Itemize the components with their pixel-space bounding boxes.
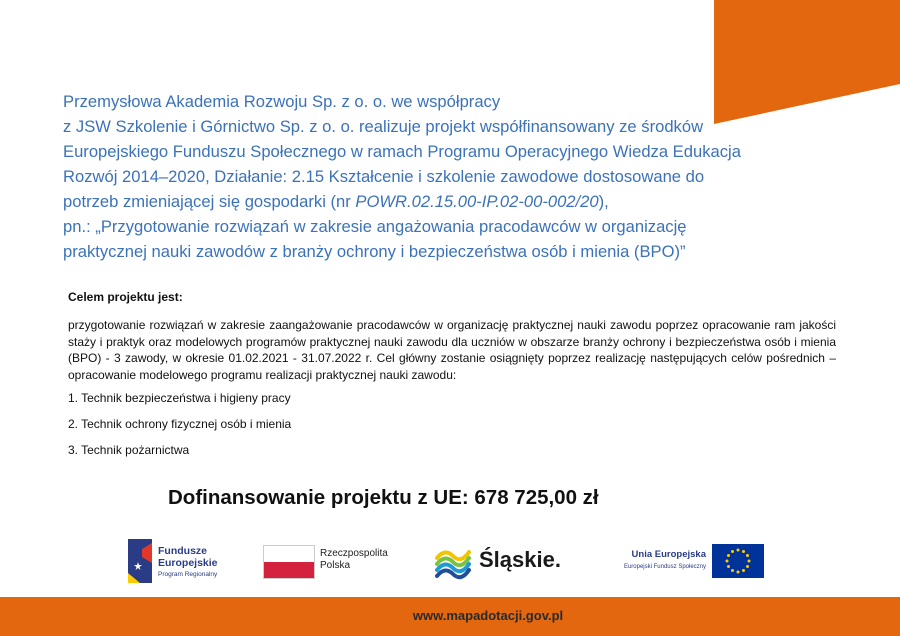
logo-strip xyxy=(123,534,780,592)
goal-description: przygotowanie rozwiązań w zakresie zaangażowanie pracodawców w organizację praktycznej nauki zawodu poprzez opracowanie ram jakości staży i praktyk oraz modelowych programów praktycznej nauki zawodu dla uczniów w obszarze branży ochrony i bezpieczeństwa osób i mienia (BPO) - 3 zawody, w okresie 01.02.2021 - 31.07.2022 r. Cel główny zostanie osiągnięty poprzez realizację następujących celów pośrednich – opracowanie modelowego programu realizacji praktycznej nauki zawodu: xyxy=(68,318,836,382)
heading-line-1: Przemysłowa Akademia Rozwoju Sp. z o. o. we współpracy xyxy=(63,92,501,111)
fe-line-2: Europejskie xyxy=(158,557,218,569)
heading-line-7: praktycznej nauki zawodów z branży ochrony i bezpieczeństwa osób i mienia (BPO)” xyxy=(63,242,686,261)
rp-line-2: Polska xyxy=(320,560,351,571)
eu-flag-icon xyxy=(712,544,764,578)
heading-line-5-suffix: ), xyxy=(598,192,609,211)
polish-flag-icon xyxy=(263,545,315,579)
fe-star-icon xyxy=(128,539,152,583)
slaskie-text: Śląskie. xyxy=(479,547,561,572)
footer-url[interactable]: www.mapadotacji.gov.pl xyxy=(412,608,564,623)
list-item: 1. Technik bezpieczeństwa i higieny pracy xyxy=(68,391,291,405)
ue-line-2: Europejski Fundusz Społeczny xyxy=(623,564,706,570)
heading-line-4: Rozwój 2014–2020, Działanie: 2.15 Kształcenie i szkolenie zawodowe dostosowane do xyxy=(63,167,705,186)
goal-label: Celem projektu jest: xyxy=(68,290,183,304)
heading-line-5-prefix: potrzeb zmieniającej się gospodarki (nr xyxy=(63,192,356,211)
fe-line-3: Program Regionalny xyxy=(158,571,218,578)
profession-list xyxy=(68,391,291,469)
funding-amount: Dofinansowanie projektu z UE: 678 725,00 zł xyxy=(168,486,599,509)
project-heading xyxy=(63,89,823,264)
list-item: 2. Technik ochrony fizycznej osób i mienia xyxy=(68,417,292,431)
unia-europejska-text xyxy=(599,549,706,573)
heading-line-2: z JSW Szkolenie i Górnictwo Sp. z o. o. realizuje projekt współfinansowany ze środków xyxy=(63,117,704,136)
project-code: POWR.02.15.00-IP.02-00-002/20 xyxy=(355,192,599,211)
footer-bar xyxy=(0,597,900,636)
rp-line-1: Rzeczpospolita xyxy=(320,548,388,559)
heading-line-6: pn.: „Przygotowanie rozwiązań w zakresie angażowania pracodawców w organizację xyxy=(63,217,687,236)
ue-line-1: Unia Europejska xyxy=(631,549,706,560)
fe-text xyxy=(158,545,218,581)
rzeczpospolita-polska-text xyxy=(320,548,388,572)
fe-line-1: Fundusze xyxy=(158,545,207,557)
list-item: 3. Technik pożarnictwa xyxy=(68,443,190,457)
heading-line-5 xyxy=(63,189,823,214)
heading-line-3: Europejskiego Funduszu Społecznego w ramach Programu Operacyjnego Wiedza Edukacja xyxy=(63,142,741,161)
slaskie-wave-icon xyxy=(435,542,473,580)
